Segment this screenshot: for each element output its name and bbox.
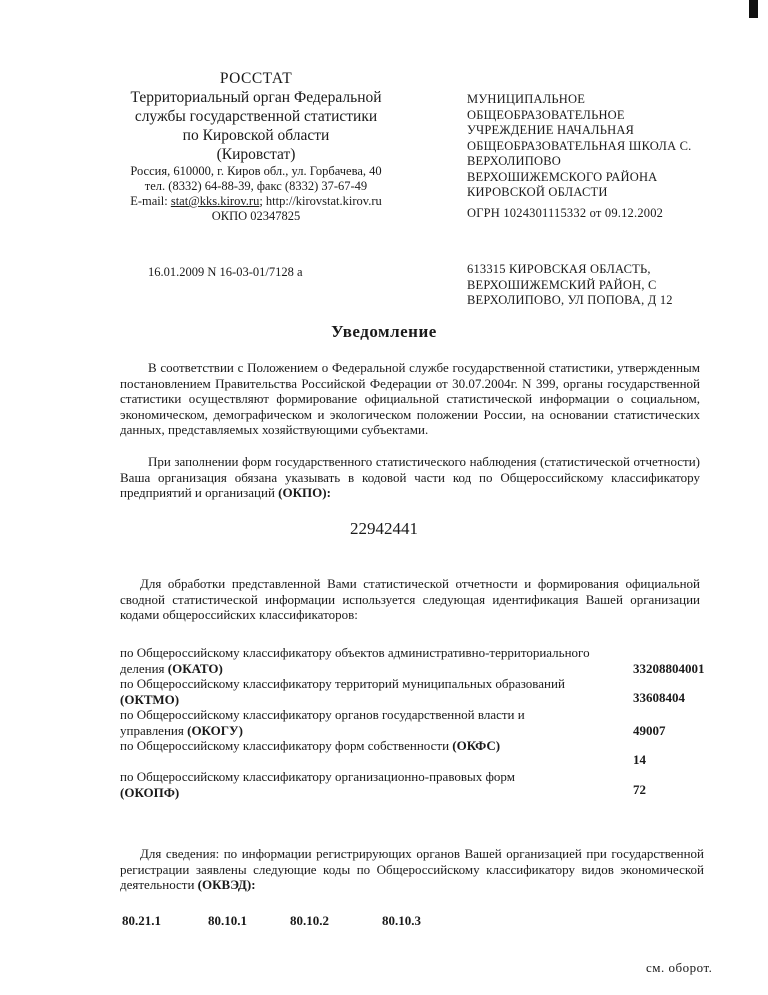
recipient-line: ОБЩЕОБРАЗОВАТЕЛЬНОЕ bbox=[467, 107, 625, 122]
sender-email-line bbox=[100, 194, 412, 209]
okpo-value: 22942441 bbox=[350, 519, 418, 538]
address-line: ВЕРХОШИЖЕМСКИЙ РАЙОН, С bbox=[467, 277, 657, 292]
recipient-line: ВЕРХОШИЖЕМСКОГО РАЙОНА bbox=[467, 169, 658, 184]
paragraph-okved-bold: (ОКВЭД): bbox=[197, 877, 256, 893]
code-text: по Общероссийскому классификатору объектов административно-территориального деления bbox=[120, 645, 590, 676]
code-label-oktmo bbox=[120, 676, 590, 707]
paragraph-okpo-bold: (ОКПО): bbox=[278, 485, 331, 501]
address-line: ВЕРХОЛИПОВО, УЛ ПОПОВА, Д 12 bbox=[467, 293, 673, 307]
paragraph-identification: Для обработки представленной Вами статистической отчетности и формирования официальной сводной статистической информации используется следующая идентификация Вашей организации кодами общероссийских классификаторов: bbox=[120, 576, 700, 623]
sender-name-line1: Территориальный орган Федеральной bbox=[130, 89, 382, 106]
code-text: по Общероссийскому классификатору территорий муниципальных образований bbox=[120, 676, 565, 691]
paragraph-okpo bbox=[120, 454, 700, 501]
sender-website: ; http://kirovstat.kirov.ru bbox=[259, 194, 382, 208]
okved-code: 80.10.1 bbox=[208, 913, 247, 928]
recipient-line: ОБЩЕОБРАЗОВАТЕЛЬНАЯ ШКОЛА С. bbox=[467, 138, 692, 153]
recipient-address bbox=[467, 262, 727, 309]
code-abbr: (ОКТМО) bbox=[120, 691, 180, 707]
code-abbr: (ОКАТО) bbox=[167, 660, 223, 676]
code-text: по Общероссийскому классификатору органов государственной власти и управления bbox=[120, 707, 525, 738]
paragraph-okpo-text: При заполнении форм государственного статистического наблюдения (статистической отчетности) Ваша организация обязана указывать в кодовой части код по Общероссийскому классификатору предприятий и организаций bbox=[120, 454, 700, 501]
recipient-line: КИРОВСКОЙ ОБЛАСТИ bbox=[467, 185, 608, 199]
sender-org: РОССТАТ bbox=[219, 70, 293, 87]
sender-email-link[interactable]: stat@kks.kirov.ru bbox=[170, 194, 260, 208]
code-label-okato bbox=[120, 645, 590, 676]
address-line: 613315 КИРОВСКАЯ ОБЛАСТЬ, bbox=[467, 262, 651, 276]
okved-code: 80.10.3 bbox=[382, 913, 421, 928]
code-text: по Общероссийскому классификатору организационно-правовых форм bbox=[120, 769, 515, 784]
code-value-okopf: 72 bbox=[633, 782, 646, 797]
paragraph-okved-text: Для сведения: по информации регистрирующих органов Вашей организацией при государственной регистрации заявлены следующие коды по Общероссийскому классификатору видов экономической деятельности bbox=[120, 846, 704, 893]
sender-email-label: E-mail: bbox=[130, 194, 171, 208]
sender-address: Россия, 610000, г. Киров обл., ул. Горбачева, 40 bbox=[130, 164, 382, 178]
sender-okpo: ОКПО 02347825 bbox=[211, 209, 301, 223]
code-abbr: (ОКФС) bbox=[452, 738, 501, 753]
sender-name-line3: по Кировской области bbox=[182, 127, 330, 144]
okved-code: 80.10.2 bbox=[290, 913, 329, 928]
code-label-okfs bbox=[120, 738, 540, 754]
see-reverse-note: см. оборот. bbox=[646, 960, 713, 975]
recipient-line: УЧРЕЖДЕНИЕ НАЧАЛЬНАЯ bbox=[467, 123, 635, 137]
code-value-okato: 33208804001 bbox=[633, 661, 705, 676]
recipient-block bbox=[467, 92, 737, 201]
code-abbr: (ОКОПФ) bbox=[120, 784, 180, 800]
recipient-line: МУНИЦИПАЛЬНОЕ bbox=[467, 92, 586, 106]
sender-name-line2: службы государственной статистики bbox=[134, 108, 378, 125]
code-value-okogu: 49007 bbox=[633, 723, 666, 738]
scan-mark bbox=[749, 0, 758, 18]
code-text: по Общероссийскому классификатору форм собственности bbox=[120, 738, 453, 753]
code-abbr: (ОКОГУ) bbox=[187, 722, 243, 738]
code-value-okfs: 14 bbox=[633, 752, 646, 767]
sender-name-short: (Кировстат) bbox=[216, 146, 296, 163]
recipient-line: ВЕРХОЛИПОВО bbox=[467, 154, 561, 168]
code-label-okopf bbox=[120, 769, 560, 800]
document-title: Уведомление bbox=[331, 322, 437, 341]
sender-block bbox=[100, 70, 412, 224]
paragraph-okved bbox=[120, 846, 704, 893]
code-value-oktmo: 33608404 bbox=[633, 690, 685, 705]
paragraph-intro: В соответствии с Положением о Федеральной службе государственной статистики, утвержденным постановлением Правительства Российской Федерации от 30.07.2004г. N 399, органы государственной статистики осуществляют формирование официальной статистической информации о социальном, экономическом, демографическом и экологическом положении России, на основании статистических данных, представляемых хозяйствующими субъектами. bbox=[120, 360, 700, 438]
recipient-ogrn: ОГРН 1024301115332 от 09.12.2002 bbox=[467, 206, 664, 220]
okved-code: 80.21.1 bbox=[122, 913, 161, 928]
document-reference: 16.01.2009 N 16-03-01/7128 а bbox=[148, 265, 303, 279]
code-label-okogu bbox=[120, 707, 590, 738]
sender-phones: тел. (8332) 64-88-39, факс (8332) 37-67-49 bbox=[144, 179, 368, 193]
